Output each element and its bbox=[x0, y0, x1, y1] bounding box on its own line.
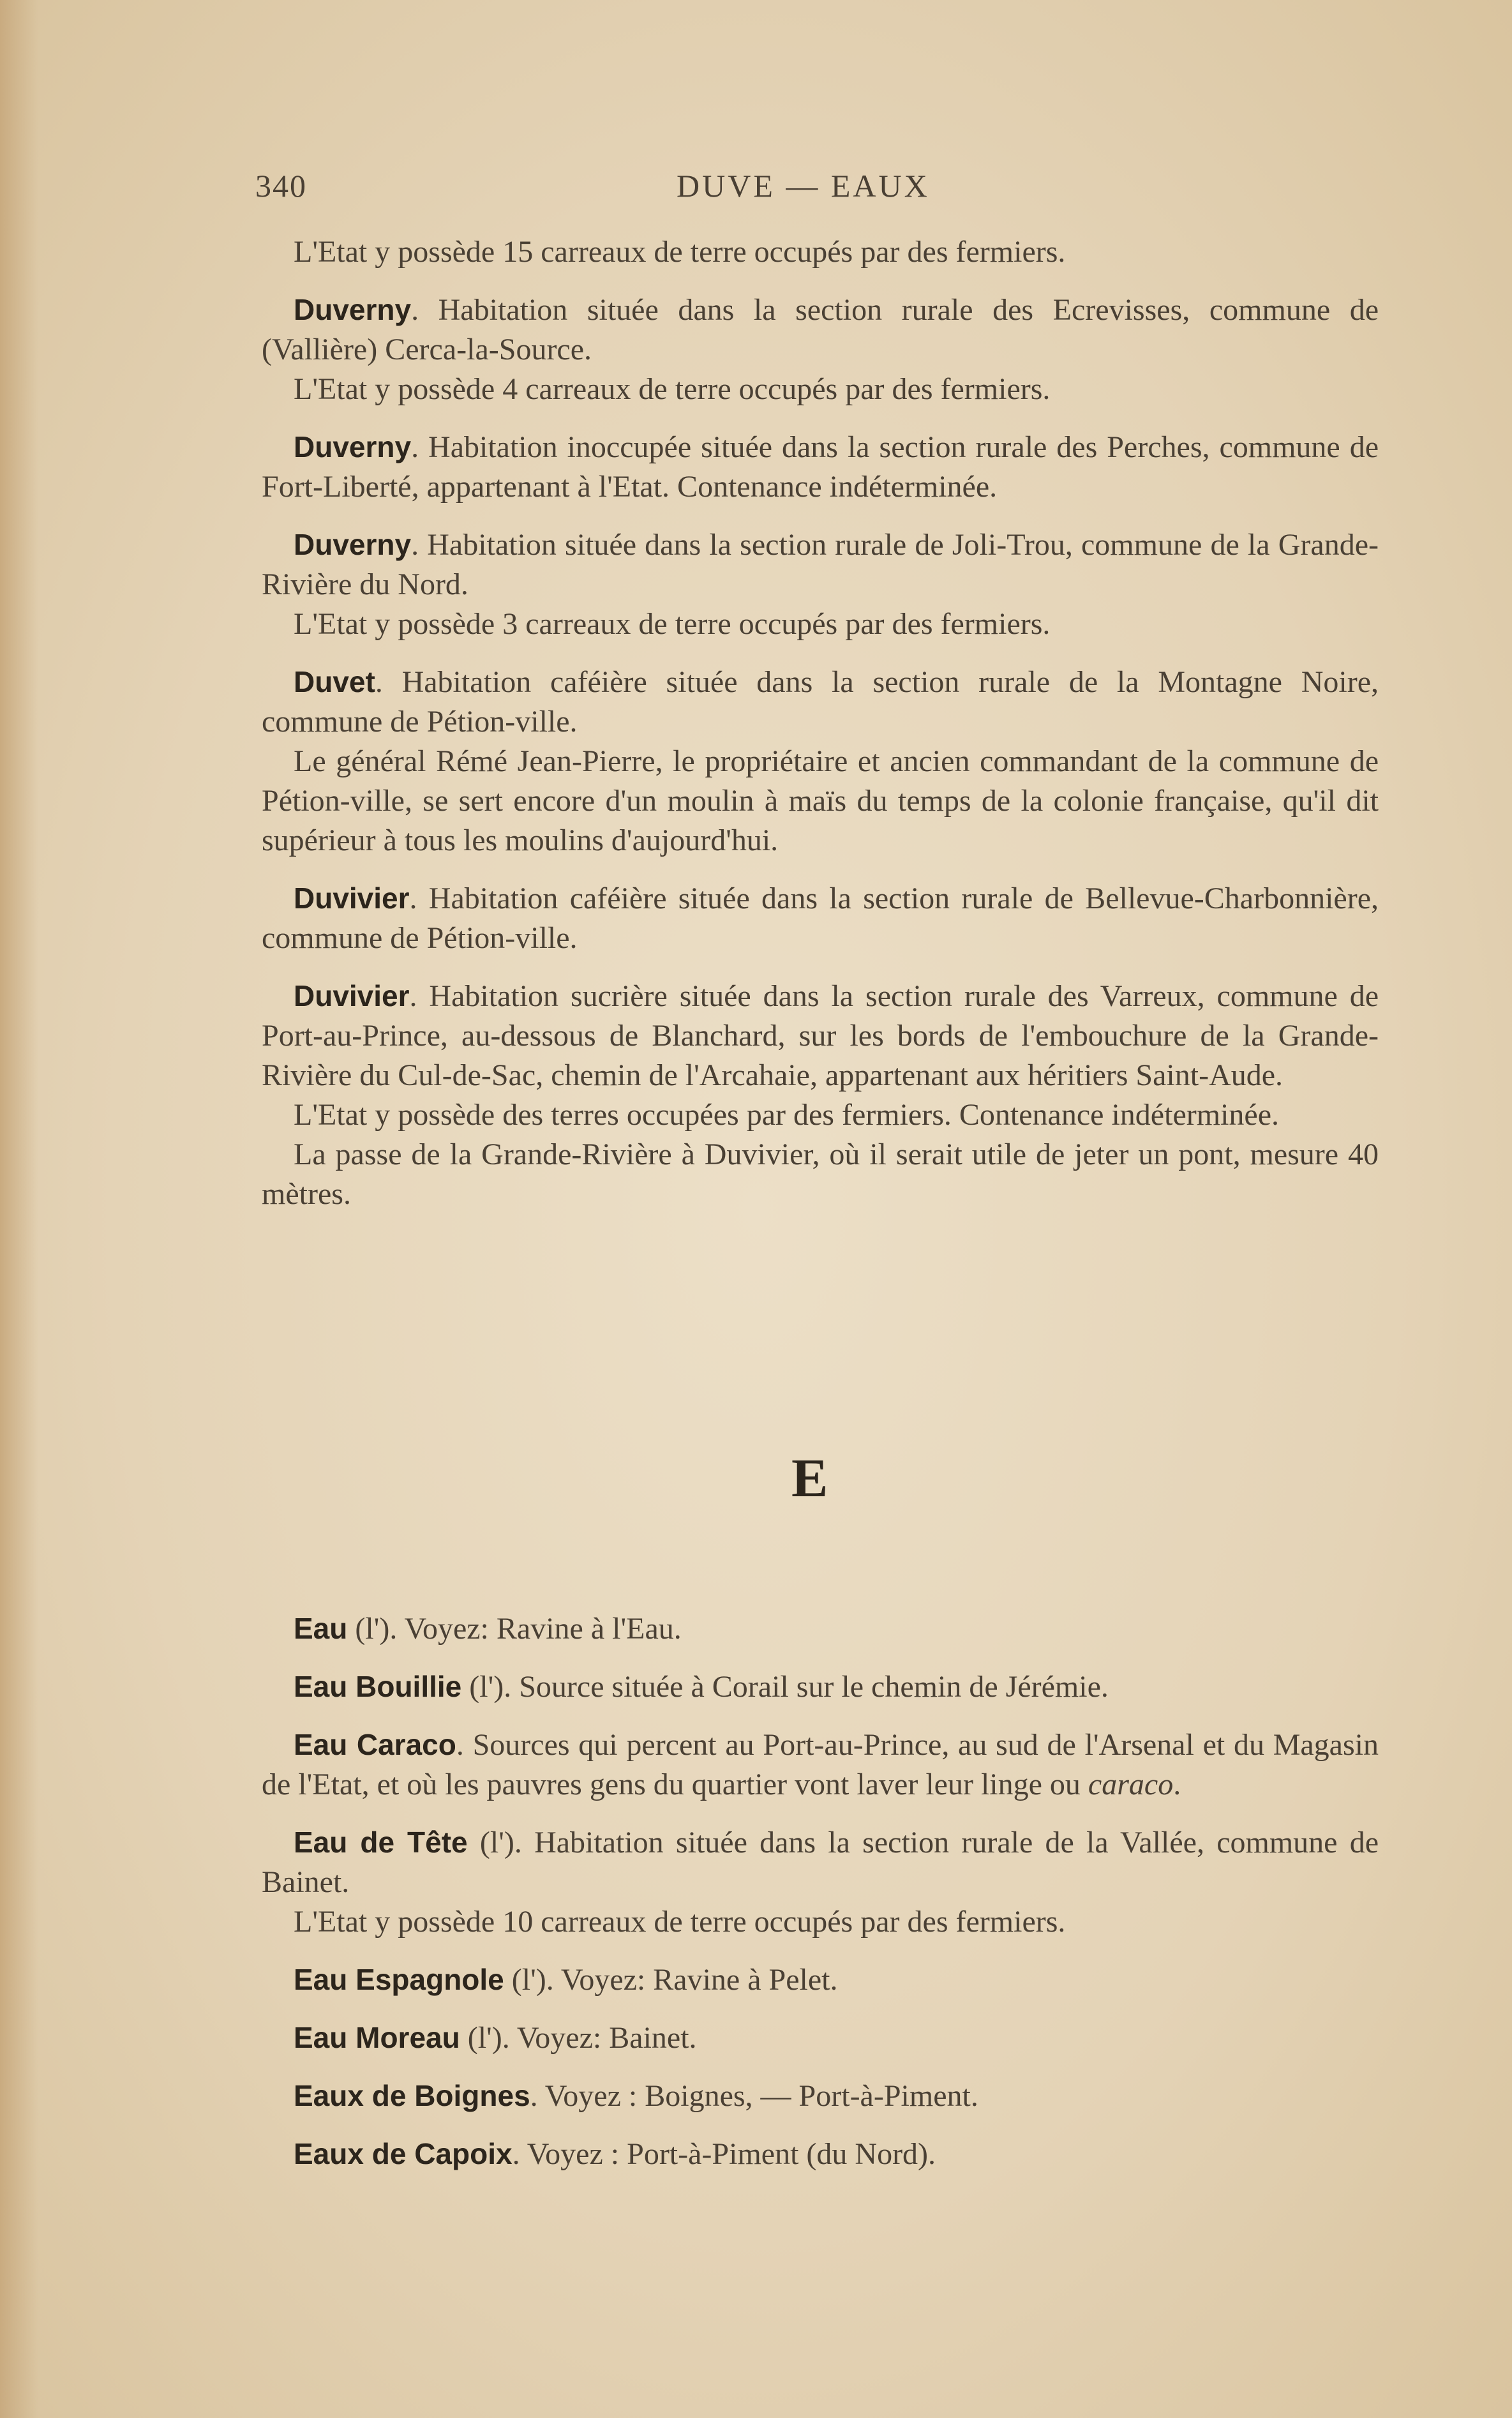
entry-eaux-de-boignes bbox=[262, 2076, 1379, 2116]
headword: Eaux de Capoix bbox=[294, 2137, 513, 2170]
entry-text: . Habitation sucrière située dans la section rurale des Varreux, commune de Port-au-Prince, au-dessous de Blanchard, sur les bords de l'embouchure de la Grande-Rivière du Cul-de-Sac, chemin de l'Arcahaie, appartenant aux héritiers Saint-Aude. bbox=[262, 979, 1379, 1092]
entry-eau-bouillie bbox=[262, 1667, 1379, 1707]
page-number: 340 bbox=[255, 168, 307, 204]
entry-text: (l'). Voyez: Ravine à l'Eau. bbox=[347, 1612, 682, 1646]
headword: Duvivier bbox=[294, 882, 410, 915]
entry-duvet bbox=[262, 662, 1379, 742]
headword: Duverny bbox=[294, 430, 412, 463]
entry-note: L'Etat y possède 10 carreaux de terre occupés par des fermiers. bbox=[294, 1905, 1066, 1939]
entry-eau-moreau bbox=[262, 2018, 1379, 2058]
entry-text: . Voyez : Boignes, — Port-à-Piment. bbox=[530, 2079, 978, 2113]
entry-eau bbox=[262, 1609, 1379, 1649]
entry-note: L'Etat y possède des terres occupées par des fermiers. Contenance indéterminée. bbox=[294, 1098, 1280, 1132]
entries-e-block bbox=[262, 1609, 1379, 2174]
entry-italic-word: caraco bbox=[1088, 1768, 1174, 1801]
page-edge-shading bbox=[0, 0, 38, 2418]
entry-eau-caraco bbox=[262, 1725, 1379, 1805]
headword: Eau Bouillie bbox=[294, 1670, 462, 1703]
entry-note: L'Etat y possède 4 carreaux de terre occupés par des fermiers. bbox=[294, 372, 1051, 406]
entry-text-end: . bbox=[1173, 1768, 1181, 1801]
headword: Eau Caraco bbox=[294, 1728, 456, 1761]
entry-text: . Voyez : Port-à-Piment (du Nord). bbox=[512, 2137, 936, 2171]
entry-text: (l'). Source située à Corail sur le chemin de Jérémie. bbox=[461, 1670, 1109, 1704]
headword: Eau de Tête bbox=[294, 1826, 468, 1859]
entry-text: (l'). Voyez: Ravine à Pelet. bbox=[504, 1963, 838, 1997]
entries-d-block bbox=[262, 232, 1379, 1214]
entry-text: (l'). Voyez: Bainet. bbox=[460, 2021, 697, 2055]
continuation-line: L'Etat y possède 15 carreaux de terre occupés par des fermiers. bbox=[294, 235, 1066, 269]
entry-eaux-de-capoix bbox=[262, 2134, 1379, 2174]
entry-note-2: La passe de la Grande-Rivière à Duvivier, où il serait utile de jeter un pont, mesure 40 mètres. bbox=[262, 1138, 1379, 1211]
headword: Duvivier bbox=[294, 979, 410, 1012]
entry-duvivier-2 bbox=[262, 976, 1379, 1095]
headword: Eau Moreau bbox=[294, 2021, 460, 2054]
section-letter: E bbox=[791, 1447, 828, 1508]
entry-duverny-2 bbox=[262, 427, 1379, 507]
entry-text: . Habitation située dans la section rurale des Ecrevisses, commune de (Vallière) Cerca-la-Source. bbox=[262, 293, 1379, 366]
entry-note: L'Etat y possède 3 carreaux de terre occupés par des fermiers. bbox=[294, 607, 1051, 641]
entry-text: . Habitation caféière située dans la section rurale de Bellevue-Charbonnière, commune de Pétion-ville. bbox=[262, 882, 1379, 955]
running-title: DUVE — EAUX bbox=[677, 168, 930, 204]
entry-eau-espagnole bbox=[262, 1960, 1379, 2000]
entry-duverny-3 bbox=[262, 525, 1379, 604]
entry-text: . Habitation caféière située dans la section rurale de la Montagne Noire, commune de Pétion-ville. bbox=[262, 665, 1379, 739]
headword: Eau Espagnole bbox=[294, 1963, 504, 1996]
entry-eau-de-tete bbox=[262, 1822, 1379, 1902]
running-header bbox=[255, 167, 1379, 212]
headword: Eau bbox=[294, 1612, 348, 1645]
entry-note: Le général Rémé Jean-Pierre, le propriétaire et ancien commandant de la commune de Pétion-ville, se sert encore d'un moulin à maïs du temps de la colonie française, qu'il dit supérieur à tous les moulins d'aujourd'hui. bbox=[262, 744, 1379, 857]
headword: Duverny bbox=[294, 528, 412, 561]
headword: Eaux de Boignes bbox=[294, 2079, 530, 2112]
entry-text: . Habitation située dans la section rurale de Joli-Trou, commune de la Grande-Rivière du Nord. bbox=[262, 528, 1379, 601]
entry-text: (l'). Habitation située dans la section rurale de la Vallée, commune de Bainet. bbox=[262, 1826, 1379, 1899]
headword: Duverny bbox=[294, 293, 412, 326]
headword: Duvet bbox=[294, 665, 375, 698]
entry-text: . Habitation inoccupée située dans la section rurale des Perches, commune de Fort-Liberté, appartenant à l'Etat. Contenance indéterminée. bbox=[262, 430, 1379, 504]
entry-duverny-1 bbox=[262, 290, 1379, 370]
entry-duvivier-1 bbox=[262, 878, 1379, 958]
entry-text: . Sources qui percent au Port-au-Prince, au sud de l'Arsenal et du Magasin de l'Etat, et où les pauvres gens du quartier vont laver leur linge ou bbox=[262, 1728, 1379, 1801]
